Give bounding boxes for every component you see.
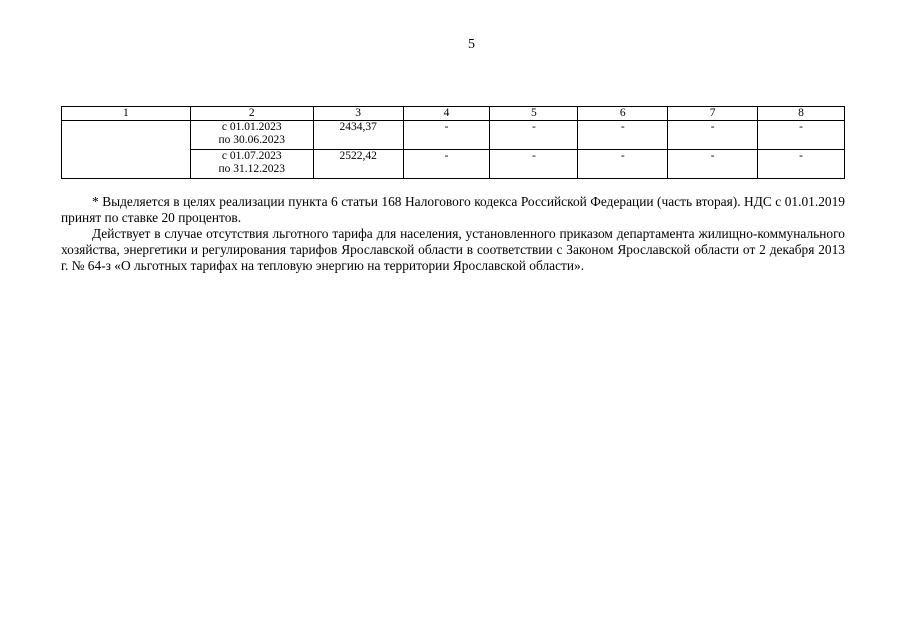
period-from: с 01.07.2023 xyxy=(221,150,282,162)
table-cell: - xyxy=(490,121,578,150)
table-cell: - xyxy=(578,121,668,150)
tariff-table xyxy=(61,106,845,179)
column-header-2: 2 xyxy=(190,107,313,121)
table-cell: - xyxy=(758,121,845,150)
column-header-7: 7 xyxy=(668,107,758,121)
table-header-row xyxy=(62,107,845,121)
table-cell: - xyxy=(403,121,490,150)
applicability-note: Действует в случае отсутствия льготного тарифа для населения, установленного приказом департамента жилищно-коммунального хозяйства, энергетики и регулирования тарифов Ярославской области в соответствии с Законом Ярославской области от 2 декабря 2013 г. № 64-з «О льготных тарифах на тепловую энергию на территории Ярославской области». xyxy=(61,226,845,273)
period-from: с 01.01.2023 xyxy=(221,121,282,133)
table-cell-tariff-value: 2434,37 xyxy=(313,121,403,150)
table-cell: - xyxy=(758,150,845,179)
table-cell-period xyxy=(190,121,313,150)
table-cell-consumer-group xyxy=(62,121,191,179)
table-cell: - xyxy=(490,150,578,179)
notes-section xyxy=(61,194,845,274)
table-row xyxy=(62,121,845,150)
column-header-5: 5 xyxy=(490,107,578,121)
column-header-3: 3 xyxy=(313,107,403,121)
page-number: 5 xyxy=(468,37,475,52)
column-header-6: 6 xyxy=(578,107,668,121)
table-cell-period xyxy=(190,150,313,179)
table-cell-tariff-value: 2522,42 xyxy=(313,150,403,179)
period-to: по 31.12.2023 xyxy=(218,163,285,175)
column-header-4: 4 xyxy=(403,107,490,121)
column-header-8: 8 xyxy=(758,107,845,121)
table-cell: - xyxy=(403,150,490,179)
vat-footnote: * Выделяется в целях реализации пункта 6 статьи 168 Налогового кодекса Российской Федерации (часть вторая). НДС с 01.01.2019 принят по ставке 20 процентов. xyxy=(61,194,845,225)
table-cell: - xyxy=(668,150,758,179)
column-header-1: 1 xyxy=(62,107,191,121)
period-to: по 30.06.2023 xyxy=(218,134,285,146)
table-cell: - xyxy=(668,121,758,150)
table-cell: - xyxy=(578,150,668,179)
